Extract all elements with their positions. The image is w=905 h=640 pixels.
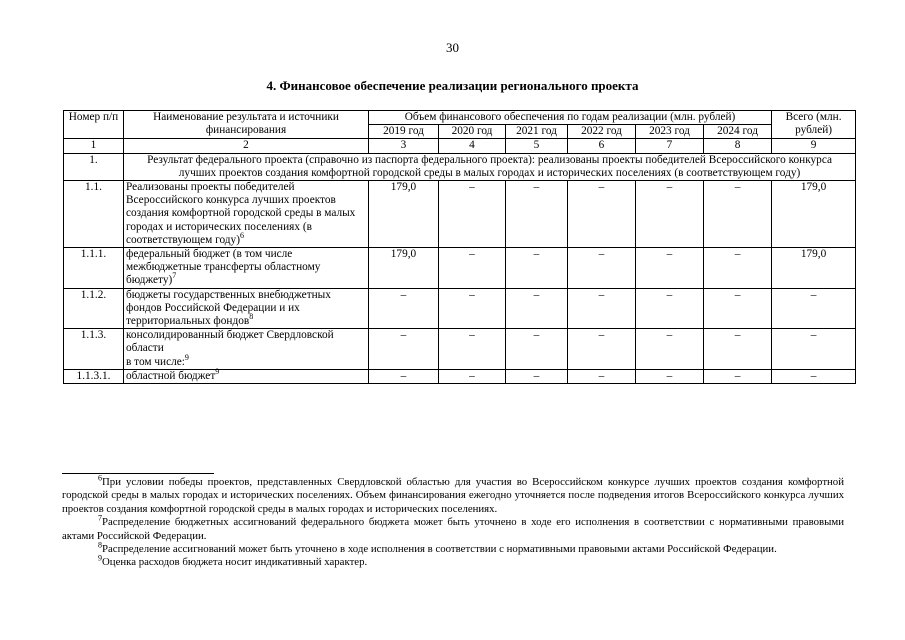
header-volume: Объем финансового обеспечения по годам реализации (млн. рублей): [369, 111, 772, 125]
row-num: 1.1.: [64, 181, 124, 248]
row-total: –: [772, 369, 856, 383]
col-number: 7: [636, 139, 704, 153]
row-value: –: [568, 369, 636, 383]
row-value: –: [369, 288, 439, 329]
row-value: –: [439, 288, 506, 329]
column-numbers-row: [64, 139, 856, 153]
row-num: 1.1.1.: [64, 248, 124, 289]
financing-table: [63, 110, 856, 384]
row-value: –: [636, 248, 704, 289]
footnote: $^6$При условии победы проектов, представленных Свердловской областью для участия во Всероссийском конкурсе лучших проектов создания комфортной городской среды в малых городах и исторических поселениях. Объем финансирования ежегодно уточняется после подведения итогов Всероссийского конкурса лучших проектов создания комфортной городской среды в малых городах и исторических поселениях.: [62, 473, 844, 515]
table-row: [64, 369, 856, 383]
row-total: –: [772, 329, 856, 370]
row-name: Реализованы проекты победителей Всероссийского конкурса лучших проектов создания комфортной городской среды в малых городах и исторических поселениях (в соответствующем году)$^6$: [124, 181, 369, 248]
col-number: 3: [369, 139, 439, 153]
row-value: –: [439, 248, 506, 289]
table-row: [64, 181, 856, 248]
row-value: –: [439, 329, 506, 370]
row-value: –: [506, 369, 568, 383]
header-num: Номер п/п: [64, 111, 124, 139]
row-total: 179,0: [772, 248, 856, 289]
section-row: [64, 153, 856, 180]
row-value: 179,0: [369, 248, 439, 289]
row-value: –: [704, 248, 772, 289]
header-year: 2019 год: [369, 125, 439, 139]
row-value: –: [439, 369, 506, 383]
footnote: $^9$Оценка расходов бюджета носит индикативный характер.: [98, 553, 368, 569]
row-value: –: [636, 329, 704, 370]
row-num: 1.1.3.1.: [64, 369, 124, 383]
row-value: –: [369, 369, 439, 383]
col-number: 8: [704, 139, 772, 153]
row-value: –: [506, 181, 568, 248]
section-text: Результат федерального проекта (справочно из паспорта федерального проекта): реализованы проекты победителей Всероссийского конкурса лучших проектов создания комфортной городской среды в малых городах и исторических поселениях (в соответствующем году): [124, 153, 856, 180]
footnotes: [62, 473, 844, 570]
footnote-ref: 9: [215, 367, 220, 377]
footnote-ref: 9: [184, 352, 189, 362]
row-value: –: [568, 181, 636, 248]
row-value: –: [636, 369, 704, 383]
row-value: –: [704, 369, 772, 383]
row-total: –: [772, 288, 856, 329]
table-row: [64, 329, 856, 370]
header-year: 2022 год: [568, 125, 636, 139]
table-row: [64, 248, 856, 289]
header-total: Всего (млн. рублей): [772, 111, 856, 139]
col-number: 2: [124, 139, 369, 153]
col-number: 4: [439, 139, 506, 153]
col-number: 9: [772, 139, 856, 153]
row-value: –: [369, 329, 439, 370]
footnote-ref: 6: [239, 231, 244, 241]
row-name: федеральный бюджет (в том числе межбюджетные трансферты областному бюджету)$^7$: [124, 248, 369, 289]
row-value: –: [704, 329, 772, 370]
row-value: –: [439, 181, 506, 248]
footnote-ref: 7: [172, 271, 177, 281]
row-value: –: [568, 248, 636, 289]
row-name: консолидированный бюджет Свердловской области в том числе:$^9$: [124, 329, 369, 370]
header-year: 2024 год: [704, 125, 772, 139]
col-number: 1: [64, 139, 124, 153]
footnote: $^7$Распределение бюджетных ассигнований федерального бюджета может быть уточнено в ходе его исполнения в соответствии с нормативными правовыми актами Российской Федерации.: [62, 513, 844, 542]
footnote-separator: [62, 473, 214, 474]
row-value: –: [506, 248, 568, 289]
footnote-ref: 8: [249, 312, 254, 322]
row-value: 179,0: [369, 181, 439, 248]
row-value: –: [568, 329, 636, 370]
row-total: 179,0: [772, 181, 856, 248]
row-value: –: [568, 288, 636, 329]
header-row-1: [64, 111, 856, 125]
col-number: 5: [506, 139, 568, 153]
col-number: 6: [568, 139, 636, 153]
row-value: –: [704, 288, 772, 329]
header-name: Наименование результата и источники финансирования: [124, 111, 369, 139]
row-value: –: [506, 329, 568, 370]
page-number: 30: [446, 40, 459, 55]
row-value: –: [636, 288, 704, 329]
section-title: 4. Финансовое обеспечение реализации регионального проекта: [266, 78, 639, 93]
row-name: областной бюджет$^9$: [124, 369, 369, 383]
table-row: [64, 288, 856, 329]
row-num: 1.1.2.: [64, 288, 124, 329]
row-value: –: [704, 181, 772, 248]
row-value: –: [636, 181, 704, 248]
header-year: 2020 год: [439, 125, 506, 139]
row-num: 1.1.3.: [64, 329, 124, 370]
header-year: 2023 год: [636, 125, 704, 139]
row-value: –: [506, 288, 568, 329]
row-name: бюджеты государственных внебюджетных фондов Российской Федерации и их территориальных фондов$^8$: [124, 288, 369, 329]
footnote: $^8$Распределение ассигнований может быть уточнено в ходе исполнения в соответствии с нормативными правовыми актами Российской Федерации.: [98, 540, 777, 556]
section-num: 1.: [64, 153, 124, 180]
header-year: 2021 год: [506, 125, 568, 139]
